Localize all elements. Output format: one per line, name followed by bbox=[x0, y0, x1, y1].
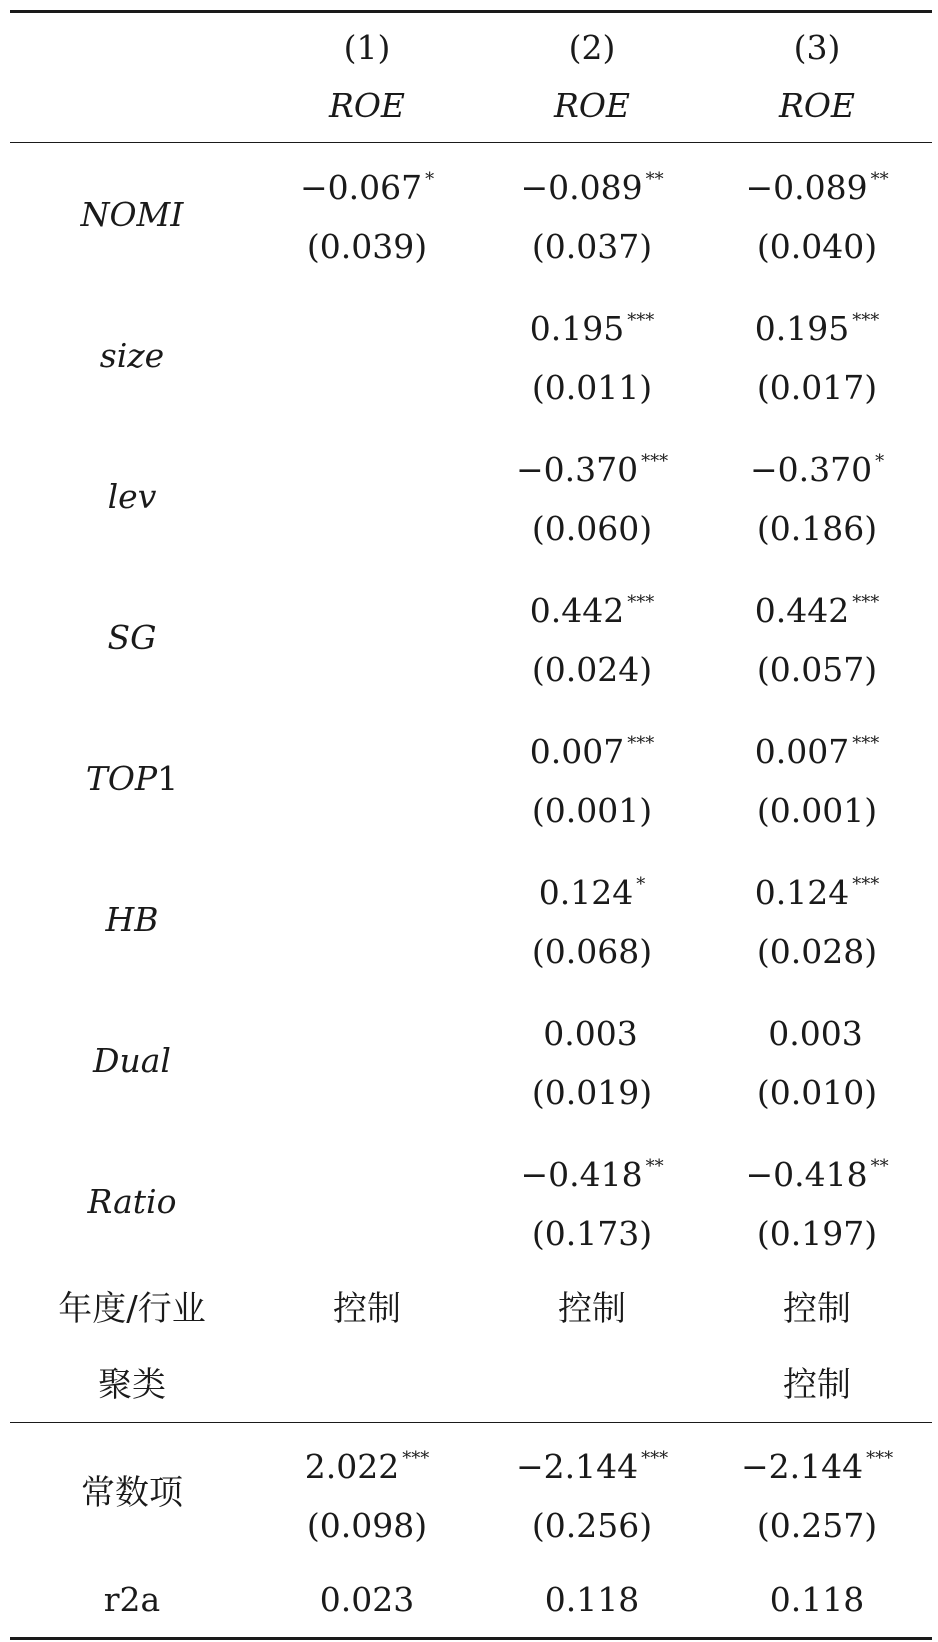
col-2-dependent-var: ROE bbox=[554, 86, 630, 125]
coef-cell: −0.418 ** (0.173) bbox=[520, 1155, 664, 1253]
row-label-nomi: NOMI bbox=[80, 195, 184, 234]
coef-cell: −2.144 *** (0.256) bbox=[515, 1447, 669, 1545]
top-rule bbox=[10, 10, 932, 13]
coef-cell: 0.007 *** (0.001) bbox=[754, 732, 880, 830]
col-1-number: (1) bbox=[343, 28, 391, 67]
coef-cell: −0.089 ** (0.037) bbox=[520, 168, 664, 266]
col-1-dependent-var: ROE bbox=[329, 86, 405, 125]
bottom-rule bbox=[10, 1637, 932, 1640]
row-label-constant: 常数项 bbox=[81, 1473, 183, 1513]
row-label-sg: SG bbox=[107, 618, 157, 657]
coef-cell: −0.370 * (0.186) bbox=[749, 450, 885, 548]
coef-cell: −0.370 *** (0.060) bbox=[515, 450, 669, 548]
r2a-cell: 0.118 bbox=[544, 1580, 640, 1619]
row-label-cluster: 聚类 bbox=[98, 1365, 166, 1405]
r2a-cell: 0.118 bbox=[769, 1580, 865, 1619]
coef-cell: −0.067 * (0.039) bbox=[299, 168, 435, 266]
col-3-number: (3) bbox=[793, 28, 841, 67]
control-cell: 控制 bbox=[783, 1289, 851, 1329]
coef-cell: 0.124 *** (0.028) bbox=[754, 873, 880, 971]
coef-cell: 0.195 *** (0.011) bbox=[529, 309, 655, 407]
header-rule bbox=[10, 142, 932, 143]
coef-cell: 0.442 *** (0.024) bbox=[529, 591, 655, 689]
constant-rule bbox=[10, 1422, 932, 1423]
col-2-number: (2) bbox=[568, 28, 616, 67]
coef-cell: 0.003 (0.010) bbox=[756, 1014, 878, 1112]
row-label-r2a: r2a bbox=[103, 1580, 161, 1619]
coef-cell: 0.124 * (0.068) bbox=[531, 873, 653, 971]
coef-cell: 0.007 *** (0.001) bbox=[529, 732, 655, 830]
coef-cell: −2.144 *** (0.257) bbox=[740, 1447, 894, 1545]
control-cell: 控制 bbox=[783, 1365, 851, 1405]
coef-cell: −0.418 ** (0.197) bbox=[745, 1155, 889, 1253]
col-3-dependent-var: ROE bbox=[779, 86, 855, 125]
coef-cell: 0.442 *** (0.057) bbox=[754, 591, 880, 689]
coef-cell: 0.195 *** (0.017) bbox=[754, 309, 880, 407]
row-label-lev: lev bbox=[107, 477, 157, 516]
coef-cell: 0.003 (0.019) bbox=[531, 1014, 653, 1112]
row-label-hb: HB bbox=[105, 900, 159, 939]
coef-cell: −0.089 ** (0.040) bbox=[745, 168, 889, 266]
row-label-ratio: Ratio bbox=[87, 1182, 177, 1221]
row-label-dual: Dual bbox=[93, 1041, 171, 1080]
control-cell: 控制 bbox=[333, 1289, 401, 1329]
control-cell: 控制 bbox=[558, 1289, 626, 1329]
row-label-size: size bbox=[99, 336, 165, 375]
coef-cell: 2.022 *** (0.098) bbox=[304, 1447, 430, 1545]
row-label-year-industry: 年度/行业 bbox=[58, 1289, 206, 1329]
row-label-top1: TOP1 bbox=[85, 759, 179, 798]
r2a-cell: 0.023 bbox=[319, 1580, 415, 1619]
